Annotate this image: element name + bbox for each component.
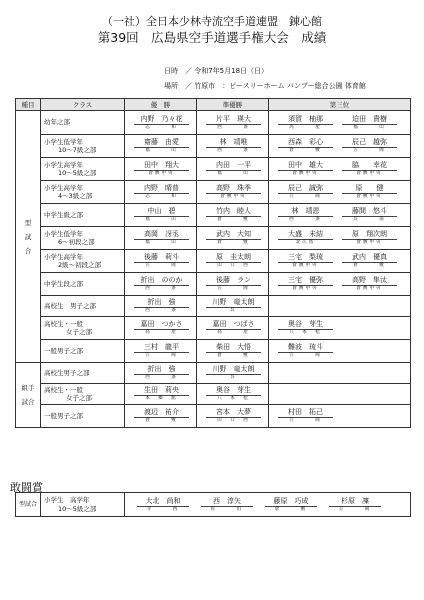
third-place-club: 倉敷中央 [292,171,319,176]
first-place-cell [125,405,197,428]
third-place-name: 高野 隼汰 [342,276,397,286]
first-place-club: 倉 敷 [145,418,178,423]
third-place-club: 倉 敷 [353,263,386,268]
first-place-name: 折出 強 [134,298,189,308]
class-line1: 高校生 男子之部 [44,301,96,310]
third-place-club: 倉 敷 [289,148,322,153]
third-place-entry [278,207,333,223]
third-place-name: 三宅 梨琉 [278,253,333,263]
first-place-club: 福 山 [145,240,178,245]
fighting-spirit-winner-club: 笠 岡 [338,506,372,512]
first-place-entry [134,343,189,359]
third-place-name: 難波 琉斗 [278,343,333,353]
class-line1: 高校生男子之部 [44,368,90,377]
third-place-entry [342,115,397,131]
first-place-name: 齋藤 由愛 [134,138,189,148]
third-place-name: 須賀 柚那 [278,115,333,125]
fighting-spirit-winner [137,497,189,513]
fighting-spirit-winner [329,497,381,513]
class-line1: 高校生・一般 [44,385,83,394]
third-place-cell [269,273,411,296]
class-line1: 中学生級之部 [44,210,83,219]
third-place-name: 三宅 優弥 [278,276,333,286]
third-place-name: 林 靖恩 [278,207,333,217]
third-place-cell [269,250,411,273]
first-place-club: 本 郷 館 [145,396,178,401]
second-place-name: 竹内 睦人 [206,207,261,217]
class-cell [41,384,125,405]
class-line1: 一般男子之部 [44,411,83,420]
first-place-club: 西 条 [145,375,178,380]
class-line2: 4～3級之部 [58,192,93,200]
second-place-club: 山 口 西 [217,418,250,423]
third-place-name: 西森 彩心 [278,138,333,148]
third-place-cell [269,340,411,363]
third-place-name: 脇 幸花 [342,161,397,171]
first-place-name: 渡辺 祐介 [134,408,189,418]
first-place-name: 生田 莉央 [134,386,189,396]
second-place-club: 倉 敷 [217,240,250,245]
fighting-spirit-winner-club: 倉 敷 [274,506,308,512]
fighting-spirit-category: 型試合 [16,493,41,517]
second-place-club: 笠 岡 [217,286,250,291]
third-place-entry [278,276,333,292]
class-line1: 小学生高学年 [44,183,83,192]
second-place-club: 倉 敷 [217,353,250,358]
fighting-spirit-winner [265,497,317,513]
first-place-entry [134,320,189,336]
event-date: 日時 ／ 令和7年5月18日（日） [164,67,269,75]
header-category: 種目 [16,99,41,111]
fighting-spirit-winner-name: 杉原 凜 [329,497,381,507]
second-place-entry [206,386,261,402]
second-place-cell [197,227,269,250]
header-third: 第三位 [269,99,411,111]
second-place-name: 宮本 大夢 [206,408,261,418]
third-place-cell [269,204,411,227]
second-place-club: 高 屋 [217,330,250,335]
results-row [16,158,411,181]
second-place-club: 福 山 [217,171,250,176]
first-place-entry [134,386,189,402]
results-row [16,111,411,135]
second-place-entry [206,276,261,292]
third-place-club: 呉 南 [353,217,386,222]
second-place-entry [206,298,261,314]
first-place-club: 倉敷中央 [148,171,175,176]
page-title: 第39回 広島県空手道選手権大会 成績 [97,30,327,45]
results-row [16,250,411,273]
third-place-cell [269,405,411,428]
first-place-club: 志 和 [145,194,178,199]
results-row [16,384,411,405]
second-place-cell [197,204,269,227]
fighting-spirit-table [15,492,411,517]
second-place-name: 川野 竜太朗 [206,365,261,375]
third-place-entry [278,343,333,359]
class-cell [41,340,125,363]
second-place-cell [197,273,269,296]
first-place-entry [134,207,189,223]
first-place-entry [134,365,189,381]
first-place-cell [125,340,197,363]
second-place-name: 高野 珠季 [206,184,261,194]
class-cell [41,363,125,384]
third-place-club: 倉敷中央 [356,171,383,176]
class-line2: 10～7級之部 [58,146,97,154]
third-place-entry [342,184,397,200]
second-place-entry [206,115,261,131]
class-cell [41,317,125,340]
fighting-spirit-winner-club: 寺 西 [146,506,180,512]
class-cell [41,296,125,317]
second-place-cell [197,405,269,428]
second-place-club: 呉 [230,375,237,380]
second-place-entry [206,138,261,154]
second-place-club: 呉 [230,308,237,313]
class-line1: 小学生高学年 [44,160,83,169]
class-line2: 女子之部 [66,328,92,336]
third-place-entry [342,253,397,269]
fighting-spirit-class [41,493,125,517]
second-place-cell [197,135,269,158]
first-place-cell [125,384,197,405]
third-place-name: 奥谷 芽生 [278,320,333,330]
third-place-name: 辰己 越弥 [342,138,397,148]
third-place-entry [278,253,333,269]
third-place-name: 原 健 [342,184,397,194]
first-place-cell [125,158,197,181]
results-row [16,135,411,158]
third-place-cell [269,384,411,405]
first-place-entry [134,408,189,424]
second-place-name: 武内 大知 [206,230,261,240]
first-place-name: 嘉田 つかさ [134,320,189,330]
second-place-cell [197,296,269,317]
third-place-name: 迫田 貴樹 [342,115,397,125]
class-cell [41,158,125,181]
fighting-spirit-winner-name: 藤原 巧成 [265,497,317,507]
first-place-cell [125,363,197,384]
third-place-entry [278,230,333,246]
first-place-cell [125,296,197,317]
class-cell [41,405,125,428]
third-place-club: 笠 岡 [353,148,386,153]
first-place-name: 折出 強 [134,365,189,375]
second-place-name: 奥谷 芽生 [206,386,261,396]
third-place-cell [269,111,411,135]
second-place-club: 倉 敷 [217,217,250,222]
second-place-entry [206,408,261,424]
third-place-cell [269,317,411,340]
first-place-cell [125,273,197,296]
third-place-club: 北広島 [295,240,316,245]
second-place-entry [206,320,261,336]
third-place-entry [278,138,333,154]
third-place-club: 西 条 [289,217,322,222]
second-place-club: 山 口 西 [217,263,250,268]
third-place-entry [278,161,333,177]
fighting-spirit-winner-name: 西 淳矢 [201,497,253,507]
fighting-spirit-class-line2: 10～5級之部 [58,504,97,513]
fighting-spirit-winner-name: 大北 尚和 [137,497,189,507]
class-cell [41,181,125,204]
second-place-entry [206,207,261,223]
first-place-name: 三村 龍平 [134,343,189,353]
fighting-spirit-title: 敢闘賞 [10,481,43,494]
third-place-name: 村田 拓己 [278,408,333,418]
first-place-entry [134,230,189,246]
second-place-cell [197,363,269,384]
results-row [16,296,411,317]
first-place-club: 福 山 [145,148,178,153]
class-cell [41,111,125,135]
first-place-club: 笠 岡 [145,353,178,358]
second-place-cell [197,158,269,181]
second-place-cell [197,111,269,135]
second-place-club: 倉敷中央 [220,194,247,199]
first-place-entry [134,161,189,177]
first-place-club: 西 条 [145,286,178,291]
class-line2: 10～5級之部 [58,169,97,177]
event-venue: 場所 ／ 竹原市 ：ビースリーホーム バンブー総合公園 体育館 [164,82,366,90]
first-place-entry [134,184,189,200]
third-place-entry [342,276,397,292]
results-row [16,405,411,428]
second-place-cell [197,317,269,340]
third-place-cell [269,227,411,250]
second-place-entry [206,253,261,269]
results-row [16,317,411,340]
first-place-cell [125,111,197,135]
second-place-name: 片平 瑛大 [206,115,261,125]
third-place-entry [342,230,397,246]
second-place-name: 内田 一平 [206,161,261,171]
results-table [15,98,411,428]
first-place-cell [125,227,197,250]
class-line1: 中学生段之部 [44,279,83,288]
second-place-cell [197,384,269,405]
first-place-cell [125,250,197,273]
third-place-entry [342,161,397,177]
category-kata: 型 試 合 [16,111,41,363]
first-place-club: 高 屋 [145,330,178,335]
second-place-name: 後藤 ラン [206,276,261,286]
third-place-cell [269,158,411,181]
category-kumite: 組手試合 [16,363,41,428]
fighting-spirit-class-line1: 小学生 高学年 [44,496,90,504]
second-place-entry [206,230,261,246]
first-place-club: 笠 岡 [145,263,178,268]
first-place-club: 福 山 [145,217,178,222]
first-place-entry [134,276,189,292]
class-line1: 幼年之部 [44,118,70,127]
third-place-club: 高 屋 [289,124,322,130]
class-line1: 小学生高学年 [44,252,83,261]
second-place-entry [206,184,261,200]
third-place-club: 倉敷中央 [292,286,319,291]
second-place-entry [206,161,261,177]
third-place-club: 笠 岡 [289,194,322,199]
fighting-spirit-winners [125,493,411,517]
class-cell [41,204,125,227]
class-line1: 一般男子之部 [44,346,83,355]
results-row [16,204,411,227]
first-place-entry [134,115,189,131]
third-place-club: 笠 岡 [289,353,322,358]
first-place-entry [134,298,189,314]
third-place-cell [269,181,411,204]
third-place-club: 福 山 [353,124,386,130]
second-place-name: 原 圭太朗 [206,253,261,263]
results-row [16,363,411,384]
third-place-entry [278,115,333,131]
second-place-club: 西 条 [217,124,250,130]
second-place-club: 八 本 松 [217,396,250,401]
class-line1: 小学生低学年 [44,229,83,238]
class-cell [41,250,125,273]
second-place-cell [197,250,269,273]
results-table-header [16,99,411,111]
third-place-club: 倉敷中央 [356,286,383,291]
second-place-name: 嘉田 つばさ [206,320,261,330]
second-place-club: 西 条 [217,148,250,153]
third-place-name: 武内 優真 [342,253,397,263]
first-place-name: 高岡 冴丞 [134,230,189,240]
first-place-name: 後藤 莉斗 [134,253,189,263]
third-place-cell [269,363,411,384]
first-place-name: 折出 ののか [134,276,189,286]
second-place-cell [197,181,269,204]
organization-name: （一社）全日本少林寺流空手道連盟 錬心館 [102,15,322,28]
fighting-spirit-row [16,493,411,517]
header-second: 準優勝 [197,99,269,111]
third-place-entry [342,138,397,154]
first-place-name: 内野 晴普 [134,184,189,194]
second-place-name: 川野 竜太朗 [206,298,261,308]
first-place-club: 西 条 [145,308,178,313]
third-place-entry [278,408,333,424]
first-place-entry [134,138,189,154]
class-line2: 2級～初段之部 [58,261,102,269]
first-place-cell [125,135,197,158]
third-place-name: 田中 雄大 [278,161,333,171]
first-place-entry [134,253,189,269]
results-row [16,340,411,363]
class-line2: 女子之部 [66,394,92,402]
class-line1: 高校生・一般 [44,319,83,328]
third-place-club: 倉敷中央 [356,240,383,245]
fighting-spirit-winner-club: 佐 伯 [210,506,244,512]
first-place-cell [125,204,197,227]
class-cell [41,273,125,296]
third-place-entry [278,320,333,336]
first-place-name: 中山 碧 [134,207,189,217]
results-row [16,181,411,204]
results-row [16,273,411,296]
first-place-name: 田中 翔大 [134,161,189,171]
fighting-spirit-winner [201,497,253,513]
third-place-club: 倉敷中央 [292,263,319,268]
third-place-entry [278,184,333,200]
class-cell [41,227,125,250]
third-place-club: 笠 岡 [289,418,322,423]
class-cell [41,135,125,158]
third-place-club: 倉敷中央 [356,194,383,199]
results-row [16,227,411,250]
class-line2: 6～初段之部 [58,238,95,246]
header-class: クラス [41,99,125,111]
first-place-name: 内野 乃々花 [134,115,189,125]
first-place-club: 志 和 [145,124,178,130]
third-place-name: 大盛 未結 [278,230,333,240]
header-first: 優 勝 [125,99,197,111]
second-place-name: 柴田 大悟 [206,343,261,353]
third-place-cell [269,135,411,158]
third-place-name: 藤間 悠斗 [342,207,397,217]
class-line1: 小学生低学年 [44,137,83,146]
second-place-name: 林 靖唯 [206,138,261,148]
third-place-entry [342,207,397,223]
third-place-cell [269,296,411,317]
third-place-name: 辰己 誠弥 [278,184,333,194]
first-place-cell [125,181,197,204]
second-place-cell [197,340,269,363]
third-place-club: 八 本 松 [289,330,322,335]
second-place-entry [206,365,261,381]
second-place-entry [206,343,261,359]
third-place-name: 原 翔次朗 [342,230,397,240]
first-place-cell [125,317,197,340]
